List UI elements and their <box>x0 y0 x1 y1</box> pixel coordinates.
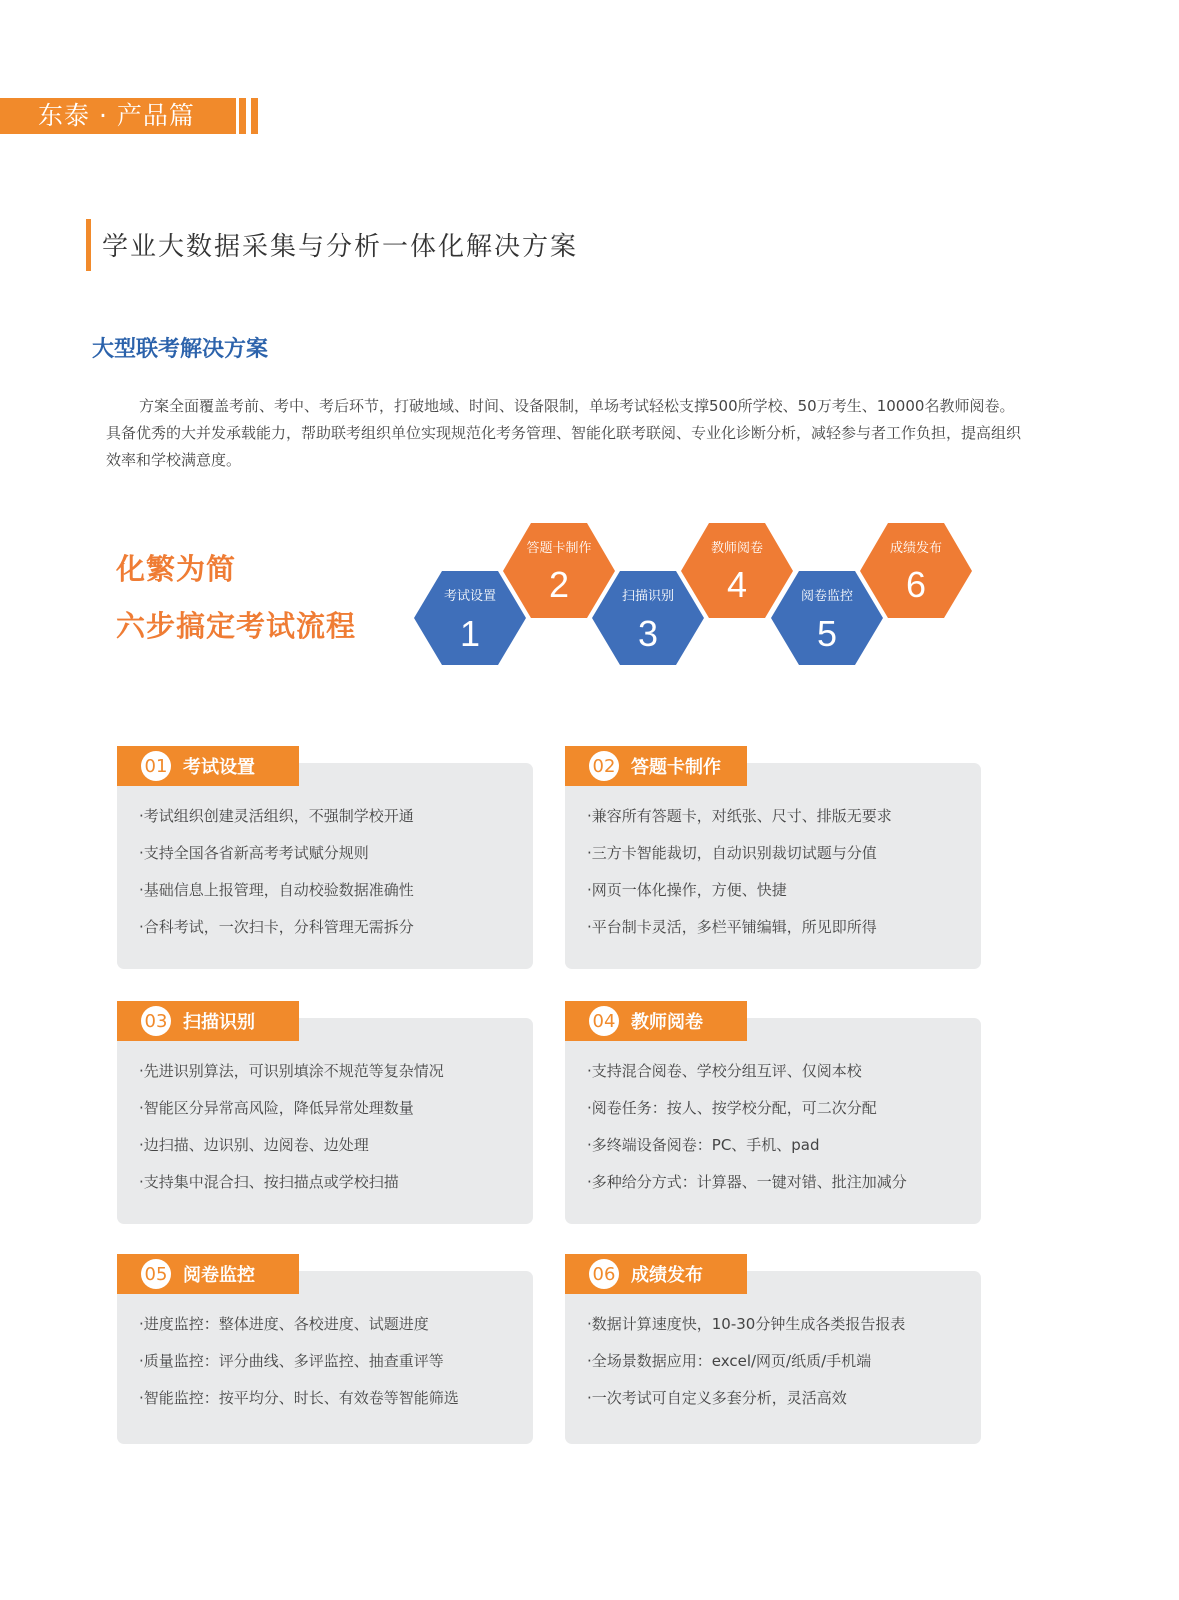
step-hex-2 <box>503 523 615 618</box>
card-tag-04 <box>565 1001 747 1041</box>
header-tag: 东泰 · 产品篇 <box>0 98 236 134</box>
section-title: 大型联考解决方案 <box>92 337 269 362</box>
list-item: ·基础信息上报管理，自动校验数据准确性 <box>139 881 414 899</box>
step-label: 答题卡制作 <box>526 541 592 556</box>
card-title: 扫描识别 <box>183 1012 255 1033</box>
list-item: ·质量监控：评分曲线、多评监控、抽查重评等 <box>139 1352 444 1370</box>
header-stripe <box>251 98 258 134</box>
step-hex-6 <box>860 523 972 618</box>
list-item: ·合科考试，一次扫卡，分科管理无需拆分 <box>139 918 414 936</box>
card-number: 06 <box>589 1259 619 1289</box>
card-title: 成绩发布 <box>631 1265 703 1286</box>
step-hex-5 <box>771 571 883 665</box>
step-label: 成绩发布 <box>889 541 943 556</box>
list-item: ·阅卷任务：按人、按学校分配，可二次分配 <box>587 1099 877 1117</box>
card-title: 教师阅卷 <box>631 1012 703 1033</box>
list-item: ·考试组织创建灵活组织，不强制学校开通 <box>139 807 414 825</box>
list-item: ·支持混合阅卷、学校分组互评、仅阅本校 <box>587 1062 862 1080</box>
card-number: 04 <box>589 1006 619 1036</box>
step-hex-4 <box>681 523 793 618</box>
slogan-line-2: 六步搞定考试流程 <box>116 609 357 643</box>
card-list-02 <box>587 798 892 946</box>
card-tag-03 <box>117 1001 299 1041</box>
step-label: 考试设置 <box>443 589 497 604</box>
list-item: ·进度监控：整体进度、各校进度、试题进度 <box>139 1315 429 1333</box>
step-flow-diagram <box>400 515 980 675</box>
card-title: 答题卡制作 <box>631 757 721 778</box>
page-title: 学业大数据采集与分析一体化解决方案 <box>102 232 579 262</box>
list-item: ·支持全国各省新高考考试赋分规则 <box>139 844 369 862</box>
intro-paragraph: 方案全面覆盖考前、考中、考后环节，打破地域、时间、设备限制，单场考试轻松支撑500所学校、50万考生、10000名教师阅卷。具备优秀的大并发承载能力，帮助联考组织单位实现规范化考务管理、智能化联考联阅、专业化诊断分析，减轻参与者工作负担，提高组织效率和学校满意度。 <box>106 397 1022 469</box>
card-number: 03 <box>141 1006 171 1036</box>
list-item: ·智能监控：按平均分、时长、有效卷等智能筛选 <box>139 1389 459 1407</box>
list-item: ·支持集中混合扫、按扫描点或学校扫描 <box>139 1173 399 1191</box>
step-hex-1 <box>414 571 526 665</box>
card-list-05 <box>139 1306 459 1417</box>
card-number: 05 <box>141 1259 171 1289</box>
title-accent-bar <box>86 219 91 271</box>
list-item: ·兼容所有答题卡，对纸张、尺寸、排版无要求 <box>587 807 892 825</box>
card-title: 阅卷监控 <box>183 1265 255 1286</box>
list-item: ·多终端设备阅卷：PC、手机、pad <box>587 1136 820 1154</box>
list-item: ·边扫描、边识别、边阅卷、边处理 <box>139 1136 369 1154</box>
slogan-line-1: 化繁为简 <box>116 552 237 586</box>
card-tag-06 <box>565 1254 747 1294</box>
step-number: 1 <box>459 613 481 654</box>
step-label: 阅卷监控 <box>800 589 854 604</box>
header-stripe <box>239 98 246 134</box>
step-number: 4 <box>726 564 748 605</box>
card-number: 02 <box>589 751 619 781</box>
step-label: 教师阅卷 <box>710 541 764 556</box>
card-title: 考试设置 <box>183 757 255 778</box>
card-list-03 <box>139 1053 444 1201</box>
step-number: 6 <box>905 564 927 605</box>
list-item: ·多种给分方式：计算器、一键对错、批注加减分 <box>587 1173 907 1191</box>
step-number: 5 <box>816 613 838 654</box>
list-item: ·网页一体化操作，方便、快捷 <box>587 881 787 899</box>
step-number: 3 <box>637 613 659 654</box>
list-item: ·数据计算速度快，10-30分钟生成各类报告报表 <box>587 1315 906 1333</box>
card-list-01 <box>139 798 414 946</box>
card-tag-02 <box>565 746 747 786</box>
step-number: 2 <box>548 564 570 605</box>
card-tag-05 <box>117 1254 299 1294</box>
card-number: 01 <box>141 751 171 781</box>
card-tag-01 <box>117 746 299 786</box>
list-item: ·平台制卡灵活，多栏平铺编辑，所见即所得 <box>587 918 877 936</box>
list-item: ·一次考试可自定义多套分析，灵活高效 <box>587 1389 847 1407</box>
list-item: ·先进识别算法，可识别填涂不规范等复杂情况 <box>139 1062 444 1080</box>
list-item: ·全场景数据应用：excel/网页/纸质/手机端 <box>587 1352 872 1370</box>
card-list-04 <box>587 1053 907 1201</box>
list-item: ·智能区分异常高风险，降低异常处理数量 <box>139 1099 414 1117</box>
card-list-06 <box>587 1306 905 1417</box>
step-hex-3 <box>592 571 704 665</box>
list-item: ·三方卡智能裁切，自动识别裁切试题与分值 <box>587 844 877 862</box>
step-label: 扫描识别 <box>621 589 675 604</box>
